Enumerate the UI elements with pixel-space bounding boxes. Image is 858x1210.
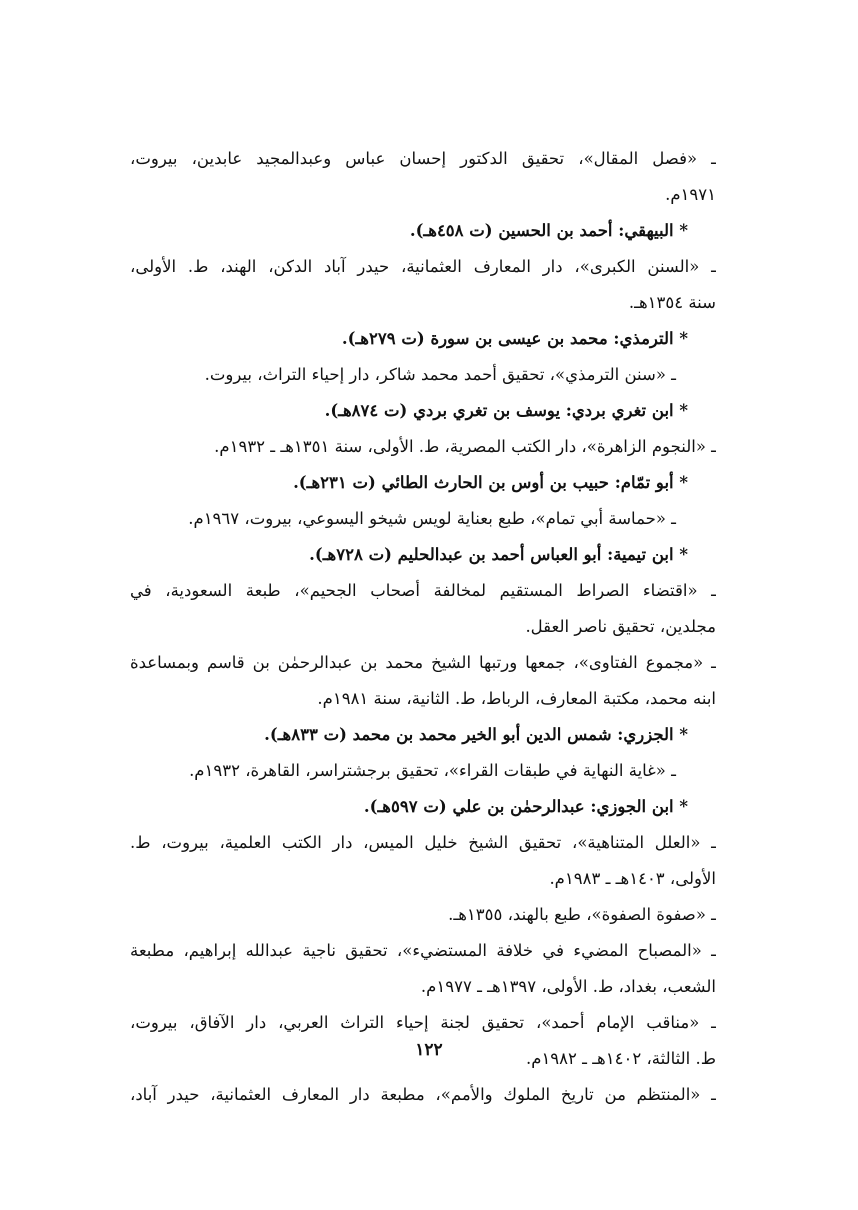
reference-continuation: الأولى، ١٤٠٣هـ ـ ١٩٨٣م. (549, 869, 716, 888)
reference-line: ـ «صفوة الصفوة»، طبع بالهند، ١٣٥٥هـ. (448, 905, 716, 924)
reference-line: ـ «اقتضاء الصراط المستقيم لمخالفة أصحاب الجحيم»، طبعة السعودية، في (130, 581, 716, 600)
reference-continuation: سنة ١٣٥٤هـ. (628, 293, 716, 312)
reference-line: ـ «العلل المتناهية»، تحقيق الشيخ خليل الميس، دار الكتب العلمية، بيروت، ط. (130, 833, 716, 852)
author-entry: * الترمذي: محمد بن عيسى بن سورة (ت ٢٧٩هـ). (341, 329, 688, 348)
reference-line: ـ «فصل المقال»، تحقيق الدكتور إحسان عباس وعبدالمجيد عابدين، بيروت، (130, 149, 716, 168)
reference-line: ـ «سنن الترمذي»، تحقيق أحمد محمد شاكر، دار إحياء التراث، بيروت. (204, 365, 676, 384)
reference-continuation: ابنه محمد، مكتبة المعارف، الرباط، ط. الثانية، سنة ١٩٨١م. (317, 689, 716, 708)
reference-line: ـ «مناقب الإمام أحمد»، تحقيق لجنة إحياء التراث العربي، دار الآفاق، بيروت، (130, 1013, 716, 1032)
reference-line: ـ «النجوم الزاهرة»، دار الكتب المصرية، ط. الأولى، سنة ١٣٥١هـ ـ ١٩٣٢م. (214, 437, 716, 456)
author-entry: * الجزري: شمس الدين أبو الخير محمد بن محمد (ت ٨٣٣هـ). (264, 725, 688, 744)
reference-continuation: ط. الثالثة، ١٤٠٢هـ ـ ١٩٨٢م. (525, 1049, 716, 1068)
reference-line: ـ «المصباح المضيء في خلافة المستضيء»، تحقيق ناجية عبدالله إبراهيم، مطبعة (130, 941, 716, 960)
author-entry: * ابن تيمية: أبو العباس أحمد بن عبدالحليم (ت ٧٢٨هـ). (309, 545, 688, 564)
reference-line: ـ «السنن الكبرى»، دار المعارف العثمانية، حيدر آباد الدكن، الهند، ط. الأولى، (130, 257, 716, 276)
reference-line: ـ «مجموع الفتاوى»، جمعها ورتبها الشيخ محمد بن عبدالرحمٰن بن قاسم وبمساعدة (130, 653, 716, 672)
reference-line: ـ «المنتظم من تاريخ الملوك والأمم»، مطبعة دار المعارف العثمانية، حيدر آباد، (130, 1085, 716, 1104)
reference-line: ـ «غاية النهاية في طبقات القراء»، تحقيق برجشتراسر، القاهرة، ١٩٣٢م. (189, 761, 676, 780)
reference-continuation: مجلدين، تحقيق ناصر العقل. (525, 617, 716, 636)
reference-line: ـ «حماسة أبي تمام»، طبع بعناية لويس شيخو اليسوعي، بيروت، ١٩٦٧م. (188, 509, 676, 528)
reference-continuation: الشعب، بغداد، ط. الأولى، ١٣٩٧هـ ـ ١٩٧٧م. (420, 977, 716, 996)
author-entry: * ابن الجوزي: عبدالرحمٰن بن علي (ت ٥٩٧هـ). (363, 797, 688, 816)
bibliography-text (130, 141, 716, 1113)
reference-continuation: ١٩٧١م. (665, 185, 716, 204)
author-entry: * أبو تمّام: حبيب بن أوس بن الحارث الطائي (ت ٢٣١هـ). (293, 473, 688, 492)
author-entry: * البيهقي: أحمد بن الحسين (ت ٤٥٨هـ). (409, 221, 688, 240)
page-number: ١٢٢ (415, 1040, 443, 1060)
author-entry: * ابن تغري بردي: يوسف بن تغري بردي (ت ٨٧٤هـ). (324, 401, 688, 420)
